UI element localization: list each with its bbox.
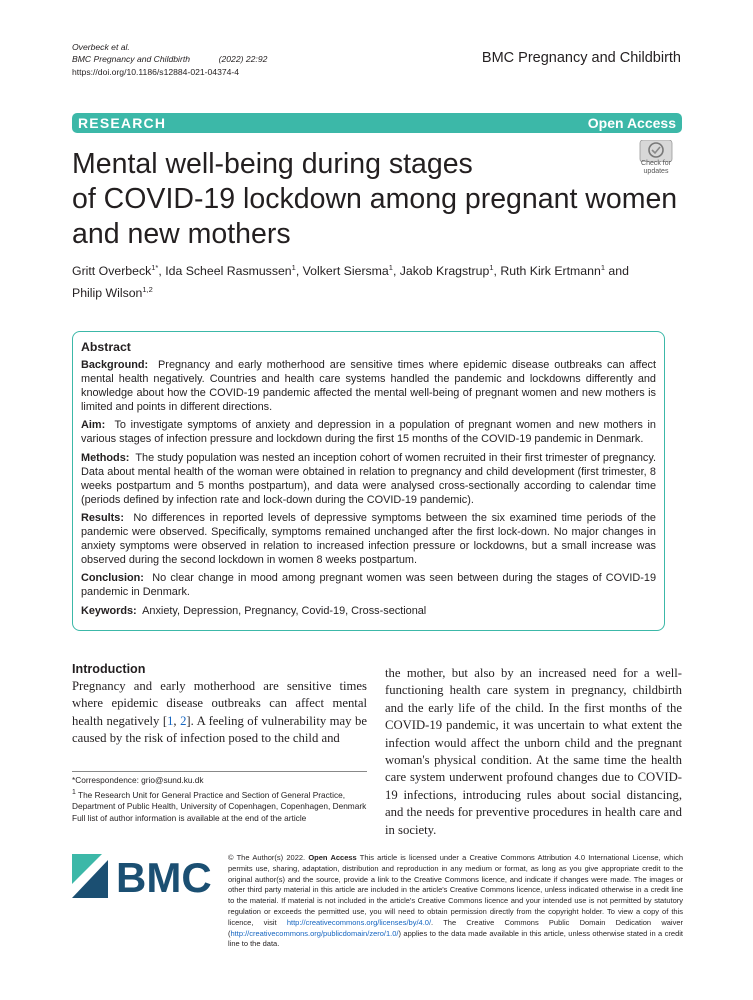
keywords-text: Anxiety, Depression, Pregnancy, Covid-19, Cross-sectional <box>142 604 427 617</box>
author-conjunction: and <box>604 264 629 279</box>
abstract-conclusion <box>81 571 656 599</box>
abstract-results <box>81 511 656 567</box>
title-line-1: Mental well-being during stages <box>72 148 473 180</box>
title-line-3: and new mothers <box>72 218 291 250</box>
background-label: Background: <box>81 359 149 371</box>
author-affiliation-sup: 1* <box>151 263 159 272</box>
license-statement <box>228 853 683 950</box>
license-text: © The Author(s) 2022. <box>228 853 309 862</box>
license-text: ) applies to the data made available in this article, unless otherwise stated in a credit line to the data. <box>228 928 683 949</box>
background-text: Pregnancy and early motherhood are sensitive times where epidemic disease outbreaks can affect mental health negatively. Countries and health care systems handled the pandemic and lockdowns differently and knowledge about how the COVID-19 pandemic affected the mental well-being of pregnant women and new mothers is limited and points in different directions. <box>81 359 656 414</box>
correspondence-note: *Correspondence: grio@sund.ku.dk <box>72 775 204 785</box>
open-access-mark: Open Access <box>308 853 357 862</box>
license-text: . The Creative Commons Public Domain Dedication waiver ( <box>228 917 683 938</box>
bmc-logo <box>72 854 212 898</box>
citation-link[interactable]: 1 <box>167 713 174 728</box>
year-volume: (2022) 22:92 <box>218 54 268 65</box>
aim-text: To investigate symptoms of anxiety and depression in a population of pregnant women and new mothers in various stages of infection pressure and lockdown during the first 15 months of the COVID-19 pandemic in Denmark. <box>81 419 656 446</box>
abstract-keywords <box>81 604 656 618</box>
authors-short: Overbeck et al. <box>72 42 130 52</box>
keywords-label: Keywords: <box>81 604 137 617</box>
bmc-logo-text: BMC <box>116 854 212 898</box>
footnotes <box>72 775 367 824</box>
author-name: Gritt Overbeck <box>72 264 152 279</box>
abstract-aim <box>81 418 656 446</box>
conclusion-text: No clear change in mood among pregnant women was seen between during the stages of COVID-19 pandemic in Denmark. <box>81 572 656 599</box>
article-title <box>72 147 692 252</box>
article-meta <box>72 41 267 78</box>
bmc-logo-icon <box>72 854 212 898</box>
journal-name: BMC Pregnancy and Childbirth <box>481 50 681 66</box>
license-link[interactable]: http://creativecommons.org/licenses/by/4.0/ <box>286 917 432 927</box>
author-name: , Volkert Siersma <box>295 264 389 279</box>
abstract-heading: Abstract <box>81 340 131 354</box>
title-line-2: of COVID-19 lockdown among pregnant women <box>72 183 678 215</box>
results-label: Results: <box>81 511 124 524</box>
citation-link[interactable]: 2 <box>180 713 187 728</box>
aim-label: Aim: <box>81 419 106 432</box>
article-type-banner <box>72 113 682 133</box>
open-access-label[interactable]: Open Access <box>587 115 676 131</box>
author-list <box>72 259 672 302</box>
author-affiliation-sup: 1 <box>291 263 296 272</box>
abstract-box <box>72 331 665 631</box>
journal-italic: BMC Pregnancy and Childbirth <box>72 54 190 65</box>
badge-line1: Check for <box>641 160 671 167</box>
author-name: Philip Wilson <box>72 285 143 300</box>
public-domain-link[interactable]: http://creativecommons.org/publicdomain/zero/1.0/ <box>230 928 399 938</box>
intro-text: Pregnancy and early motherhood are sensitive times where epidemic disease outbreaks can affect mental health negatively [ <box>72 679 367 728</box>
introduction-paragraph <box>72 678 367 748</box>
badge-line2: updates <box>643 167 669 175</box>
author-affiliation-sup: 1,2 <box>142 284 153 294</box>
affiliation-note <box>72 787 367 813</box>
author-info-note: Full list of author information is available at the end of the article <box>72 812 307 823</box>
methods-label: Methods: <box>81 451 130 464</box>
abstract-background <box>81 358 656 414</box>
author-name: , Ruth Kirk Ertmann <box>493 264 601 279</box>
license-text: This article is licensed under a Creative Commons Attribution 4.0 International License, which permits use, sharing, adaptation, distribution and reproduction in any medium or format, as long as you give appropriate credit to the original author(s) and the source, provide a link to the Creative Commons licence, and indicate if changes were made. The images or other third party material in this article are included in the article's Creative Commons licence, unless indicated otherwise in a credit line to the material. If material is not included in the article's Creative Commons licence and your intended use is not permitted by statutory regulation or exceeds the permitted use, you will need to obtain permission directly from the copyright holder. To view a copy of this licence, visit <box>228 853 683 927</box>
author-name: , Ida Scheel Rasmussen <box>158 264 292 279</box>
affiliation-sup: 1 <box>72 788 76 796</box>
body-column-right <box>385 665 682 839</box>
results-text: No differences in reported levels of depressive symptoms between the six examined time periods of the pandemic were observed. Specifically, symptoms remained unchanged after the first lock-down. No major changes in anxiety symptoms were observed in relation to increased infection pressure or lockdowns, but a small increase was observed during the second lockdown in women 8 weeks postpartum. <box>81 511 656 567</box>
body-column-left <box>72 662 367 748</box>
footnote-divider <box>72 771 367 772</box>
abstract-methods <box>81 451 656 507</box>
author-affiliation-sup: 1 <box>489 263 494 272</box>
methods-text: The study population was nested an inception cohort of women recruited in their first trimester of pregnancy. Data about mental health of the woman were obtained in relation to pregnancy and child development (first trimester, 8 weeks postpartum and 5 months postpartum), and data were analysed cross-sectionally according to calendar time (periods defined by infection rate and lock-down during the COVID-19 pandemic). <box>81 451 657 506</box>
intro-text: , <box>173 713 181 728</box>
author-name: , Jakob Kragstrup <box>392 264 490 279</box>
introduction-paragraph-continued: the mother, but also by an increased need for a well-functioning health care system in pregnancy, childbirth and the early life of the child. In the first months of the COVID-19 pandemic, it was uncertain to what extent the infection would affect the unborn child and the pregnant woman's physical condition. At the same time the health care system underwent profound changes due to COVID-19 infections, introducing rules about social distancing, and the needs for preventive procedures in health care and in society. <box>385 666 682 837</box>
author-affiliation-sup: 1 <box>388 263 393 272</box>
article-type-label: RESEARCH <box>78 115 167 131</box>
intro-text: ]. A feeling of vulnerability may be caused by the risk of infection posed to the child and <box>72 713 367 746</box>
affiliation-text: The Research Unit for General Practice and Section of General Practice, Department of Public Health, University of Copenhagen, Copenhagen, Denmark <box>72 789 367 811</box>
introduction-heading: Introduction <box>72 662 146 676</box>
doi-link[interactable]: https://doi.org/10.1186/s12884-021-04374-4 <box>72 66 240 77</box>
author-affiliation-sup: 1 <box>600 263 605 272</box>
conclusion-label: Conclusion: <box>81 572 144 585</box>
